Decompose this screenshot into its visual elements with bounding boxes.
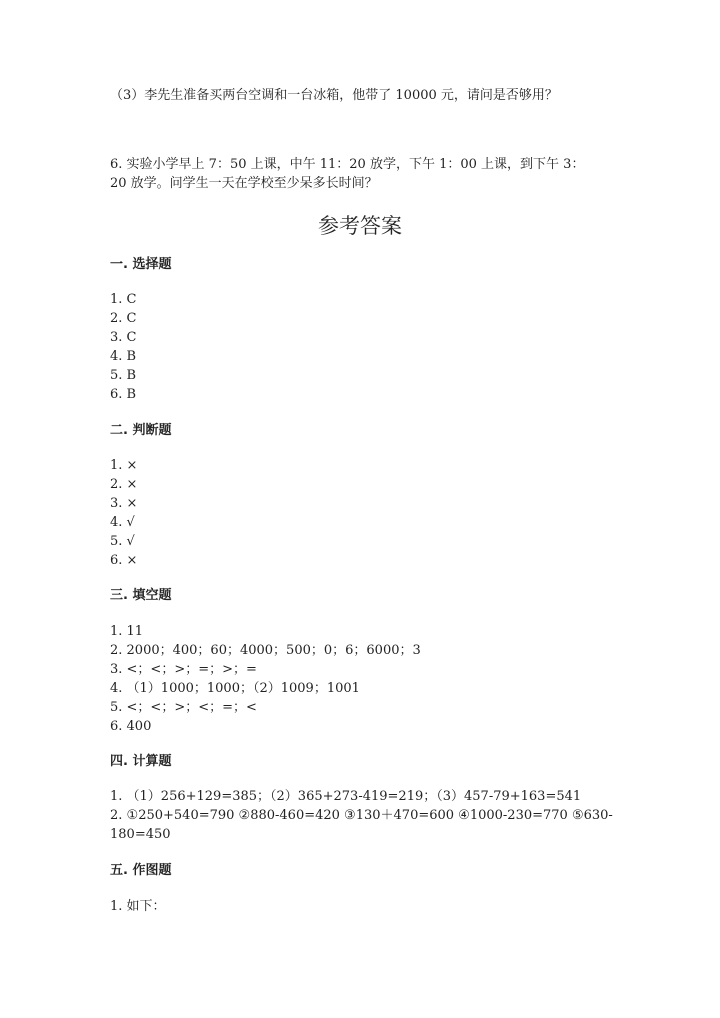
answer-item: 3. C	[110, 330, 137, 345]
answer-item: 4. B	[110, 349, 137, 364]
answer-item: 5. √	[110, 534, 135, 549]
answer-item: 6. B	[110, 387, 137, 402]
section-heading-calculation: 四. 计算题	[110, 754, 172, 769]
question-5-part-3: （3）李先生准备买两台空调和一台冰箱，他带了 10000 元，请问是否够用？	[110, 88, 558, 103]
answer-item: 180=450	[110, 827, 171, 842]
question-6-line-1: 6. 实验小学早上 7：50 上课，中午 11：20 放学，下午 1：00 上课，到下午 3：	[110, 157, 585, 172]
answers-title: 参考答案	[318, 214, 402, 238]
answer-item: 3. ×	[110, 496, 138, 511]
answer-item: 1. 如下：	[110, 899, 166, 914]
answer-item: 6. ×	[110, 553, 138, 568]
answer-item: 2. ①250+540=790 ②880-460=420 ③130＋470=600 ④1000-230=770 ⑤630-	[110, 808, 613, 823]
answer-item: 6. 400	[110, 719, 152, 734]
answer-item: 1. （1）256+129=385；（2）365+273-419=219；（3）457-79+163=541	[110, 789, 582, 804]
answer-item: 2. 2000；400；60；4000；500；0；6；6000；3	[110, 643, 421, 658]
answer-item: 1. C	[110, 292, 137, 307]
answer-item: 4. √	[110, 515, 135, 530]
answer-item: 5. B	[110, 368, 137, 383]
answer-item: 4. （1）1000；1000；（2）1009；1001	[110, 681, 360, 696]
section-heading-fill-blank: 三. 填空题	[110, 588, 172, 603]
section-heading-judgment: 二. 判断题	[110, 423, 172, 438]
answer-item: 2. C	[110, 311, 137, 326]
answer-item: 3. <；<；>；=；>；=	[110, 662, 257, 677]
answer-item: 2. ×	[110, 477, 138, 492]
answer-item: 1. 11	[110, 624, 144, 639]
question-6-line-2: 20 放学。问学生一天在学校至少呆多长时间？	[110, 176, 378, 191]
answer-item: 1. ×	[110, 458, 138, 473]
section-heading-choice: 一. 选择题	[110, 257, 172, 272]
answer-item: 5. <；<；>；<；=；<	[110, 700, 257, 715]
section-heading-drawing: 五. 作图题	[110, 863, 172, 878]
